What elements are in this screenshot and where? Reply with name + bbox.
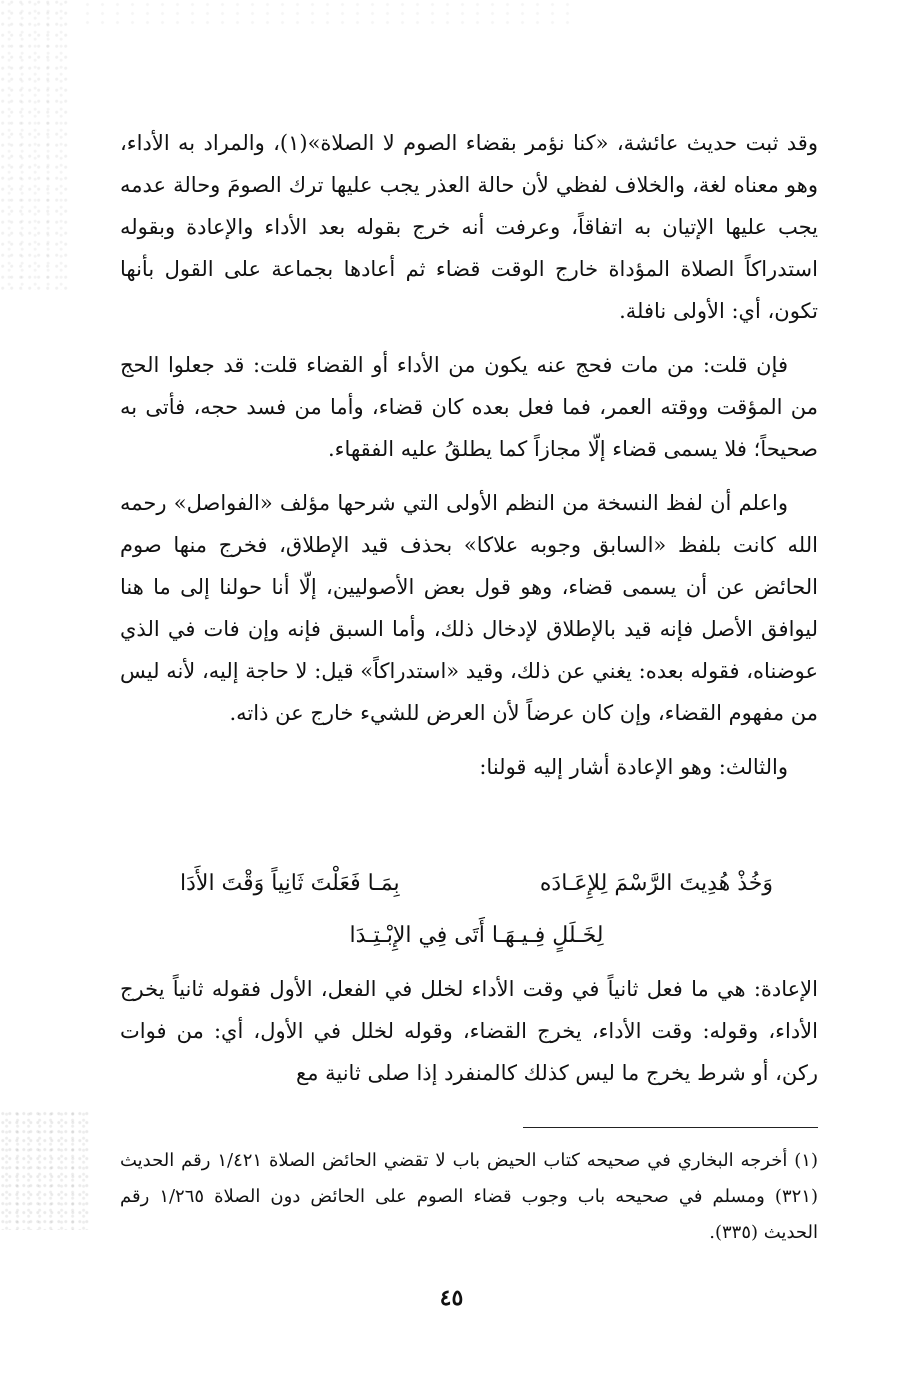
paragraph: الإعادة: هي ما فعل ثانياً في وقت الأداء لخلل في الفعل، الأول فقوله ثانياً يخرج الأداء، وقوله: وقت الأداء، يخرج القضاء، وقوله لخلل في الأول، أي: من فوات ركن، أو شرط يخرج ما ليس كذلك كالمنفرد إذا صلى ثانية مع [120,977,818,1085]
scan-noise [80,0,580,30]
footnotes [120,1143,818,1251]
verse-hemistich: بِمَـا فَعَلْتَ ثَانِياً وَقْتَ الأَدَا [180,871,400,896]
footnote: (١) أخرجه البخاري في صحيحه كتاب الحيض باب لا تقضي الحائض الصلاة ١/٤٢١ رقم الحديث (٣٢١) ومسلم في صحيحه باب وجوب قضاء الصوم على الحائض دون الصلاة ١/٢٦٥ رقم الحديث (٣٣٥). [120,1150,818,1243]
paragraph: وقد ثبت حديث عائشة، «كنا نؤمر بقضاء الصوم لا الصلاة»(١)، والمراد به الأداء، وهو معناه لغة، والخلاف لفظي لأن حالة العذر يجب عليها ترك الصومَ وحالة عدمه يجب عليها الإتيان به اتفاقاً، وعرفت أنه خرج بقوله بعد الأداء والإعادة وبقوله استدراكاً الصلاة المؤداة خارج الوقت قضاء ثم أعادها بجماعة على القول بأنها تكون، أي: الأولى نافلة. [120,131,818,323]
paragraph: فإن قلت: من مات فحج عنه يكون من الأداء أو القضاء قلت: قد جعلوا الحج من المؤقت ووقته العمر، فما فعل بعده كان قضاء، وأما من فسد حجه، فأتى به صحيحاً؛ فلا يسمى قضاء إلّا مجازاً كما يطلقُ عليه الفقهاء. [120,353,818,461]
verse-line [180,910,773,962]
verse-hemistich: وَخُذْ هُدِيتَ الرَّسْمَ لِلإِعَـادَه [539,871,773,896]
verse-line [180,858,773,910]
main-text-continued [120,968,818,1094]
scan-noise [0,0,70,290]
paragraph: واعلم أن لفظ النسخة من النظم الأولى التي شرحها مؤلف «الفواصل» رحمه الله كانت بلفظ «السابق وجوبه علاكا» بحذف قيد الإطلاق، فخرج منها صوم الحائض عن أن يسمى قضاء، وهو قول بعض الأصوليين، إلّا أنا حولنا إلى ما هنا ليوافق الأصل فإنه قيد بالإطلاق لإدخال ذلك، وأما السبق فإنه وإن فات في الذي عوضناه، فقوله بعده: يغني عن ذلك، وقيد «استدراكاً» قيل: لا حاجة إليه، لأنه ليس من مفهوم القضاء، وإن كان عرضاً لأن العرض للشيء خارج عن ذاته. [120,491,818,725]
verse-hemistich: لِخَـلَلٍ فِـيـهَـا أَتَى فِي الإِبْـتِـدَا [349,923,604,948]
paragraph: والثالث: وهو الإعادة أشار إليه قولنا: [479,755,788,779]
scan-noise [0,1110,90,1230]
page-number: ٤٥ [439,1285,464,1311]
verse-block [180,858,773,962]
main-text [120,122,818,800]
footnote-separator [523,1127,818,1128]
